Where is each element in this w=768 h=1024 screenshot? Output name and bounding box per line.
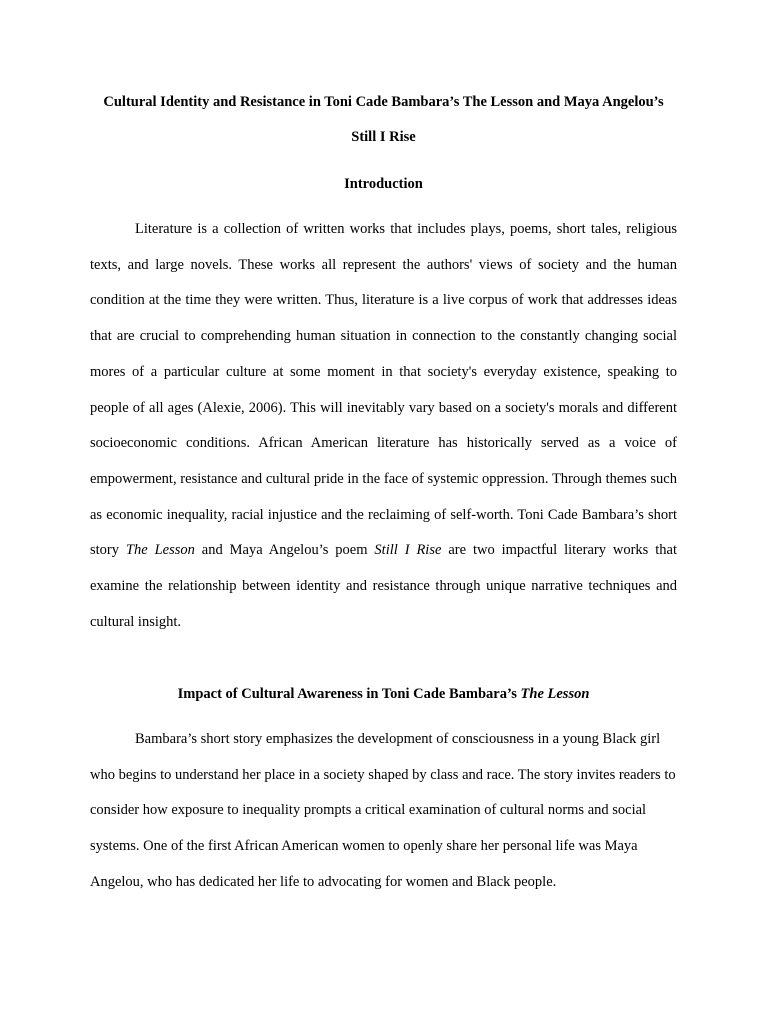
section-heading-text: Introduction xyxy=(344,176,423,192)
section-heading-introduction xyxy=(90,174,677,194)
paragraph-text: Literature is a collection of written works that includes plays, poems, short tales, religious texts, and large novels. These works all represent the authors' views of society and the human condition at the time they were written. Thus, literature is a live corpus of work that addresses ideas that are crucial to comprehending human situation in connection to the constantly changing social mores of a particular culture at some moment in that society's everyday existence, speaking to people of all ages (Alexie, 2006). This will inevitably vary based on a society's morals and different socioeconomic conditions. African American literature has historically served as a voice of empowerment, resistance and cultural pride in the face of systemic oppression. Through themes such as economic inequality, racial injustice and the reclaiming of self-worth. Toni Cade Bambara’s short story xyxy=(90,221,677,559)
italic-title-the-lesson: The Lesson xyxy=(125,542,195,559)
paragraph-text: Bambara’s short story emphasizes the development of consciousness in a young Black girl who begins to understand her place in a society shaped by class and race. The story invites readers to consider how exposure to inequality prompts a critical examination of cultural norms and social systems. One of the first African American women to openly share her personal life was Maya Angelou, who has dedicated her life to advocating for women and Black people. xyxy=(90,731,676,890)
section-heading-cultural-awareness xyxy=(90,684,677,704)
title-line-2: Still I Rise xyxy=(351,129,416,145)
section-heading-text: Impact of Cultural Awareness in Toni Cade Bambara’s xyxy=(177,686,521,702)
italic-title-the-lesson: The Lesson xyxy=(520,686,590,702)
italic-title-still-i-rise: Still I Rise xyxy=(374,542,442,559)
paragraph-text: and Maya Angelou’s poem xyxy=(194,542,375,559)
paragraph-text: are two impactful literary works that examine the relationship between identity and resistance through unique narrative techniques and cultural insight. xyxy=(90,542,677,630)
cultural-awareness-paragraph xyxy=(90,722,677,901)
introduction-paragraph xyxy=(90,212,677,640)
document-title-line-2 xyxy=(90,127,677,147)
title-line-1: Cultural Identity and Resistance in Toni Cade Bambara’s The Lesson and Maya Angelou’s xyxy=(103,94,664,110)
document-title xyxy=(90,92,677,112)
